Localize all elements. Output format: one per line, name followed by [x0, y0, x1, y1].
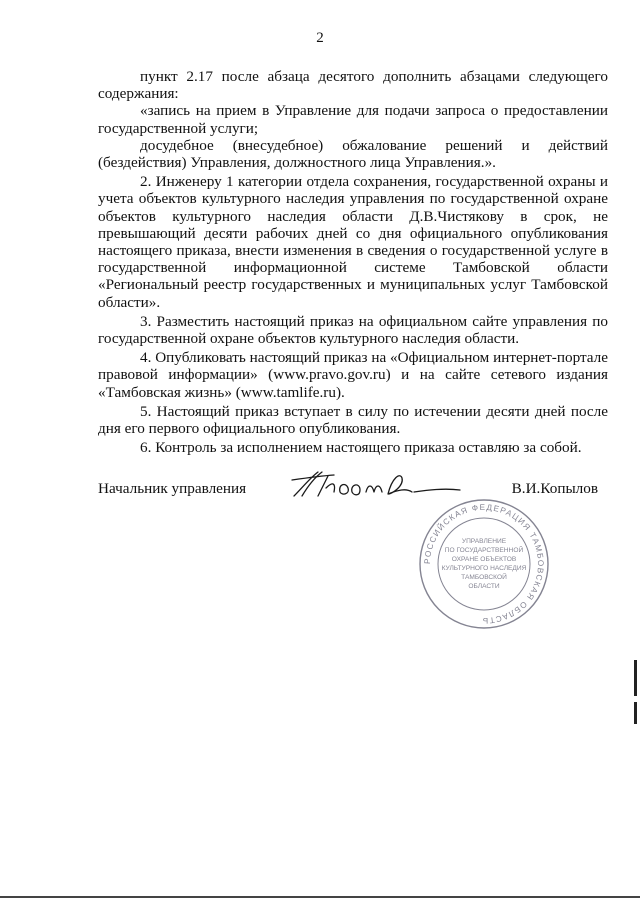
- paragraph: 4. Опубликовать настоящий приказ на «Официальном интернет-портале правовой информации» (www.pravo.gov.ru) и на сайте сетевого издания «Тамбовская жизнь» (www.tamlife.ru).: [98, 349, 608, 401]
- paragraph: досудебное (внесудебное) обжалование решений и действий (бездействия) Управления, должностного лица Управления.».: [98, 136, 608, 172]
- seal-line: ОХРАНЕ ОБЪЕКТОВ: [451, 556, 517, 563]
- scan-bottom-line: [0, 896, 640, 898]
- scan-edge-mark: [634, 702, 637, 724]
- seal-line: УПРАВЛЕНИЕ: [461, 538, 507, 545]
- paragraph: 5. Настоящий приказ вступает в силу по истечении десяти дней после дня его первого официального опубликования.: [98, 402, 608, 438]
- seal-ring-text: РОССИЙСКАЯ ФЕДЕРАЦИЯ ТАМБОВСКАЯ ОБЛАСТЬ: [422, 502, 546, 626]
- seal-line: ОБЛАСТИ: [468, 583, 500, 590]
- svg-text:РОССИЙСКАЯ ФЕДЕРАЦИЯ ТАМБОВСКА: [423, 503, 545, 625]
- paragraph: 3. Разместить настоящий приказ на официальном сайте управления по государственной охране объектов культурного наследия области.: [98, 312, 608, 348]
- scan-edge-mark: [634, 660, 637, 696]
- seal-line: ТАМБОВСКОЙ: [461, 574, 507, 581]
- signatory-position: Начальник управления: [98, 480, 247, 497]
- page-number: 2: [316, 30, 324, 46]
- seal-line: ПО ГОСУДАРСТВЕННОЙ: [444, 547, 524, 554]
- paragraph: 2. Инженеру 1 категории отдела сохранения, государственной охраны и учета объектов культурного наследия управления по государственной охране объектов культурного наследия области Д.В.Чистякову в срок, не превышающий десяти рабочих дней со дня официального опубликования настоящего приказа, внести изменения в сведения о государственной услуге в государственной информационной системе Тамбовской области «Региональный реестр государственных и муниципальных услуг Тамбовской области».: [98, 173, 608, 311]
- paragraph: 6. Контроль за исполнением настоящего приказа оставляю за собой.: [140, 439, 582, 457]
- document-body: [98, 68, 608, 456]
- seal-line: КУЛЬТУРНОГО НАСЛЕДИЯ: [441, 565, 527, 572]
- official-seal: [416, 496, 552, 632]
- paragraph: пункт 2.17 после абзаца десятого дополнить абзацами следующего содержания:: [98, 68, 608, 103]
- paragraph: «запись на прием в Управление для подачи запроса о предоставлении государственной услуги;: [98, 102, 608, 137]
- signatory-name: В.И.Копылов: [511, 480, 598, 497]
